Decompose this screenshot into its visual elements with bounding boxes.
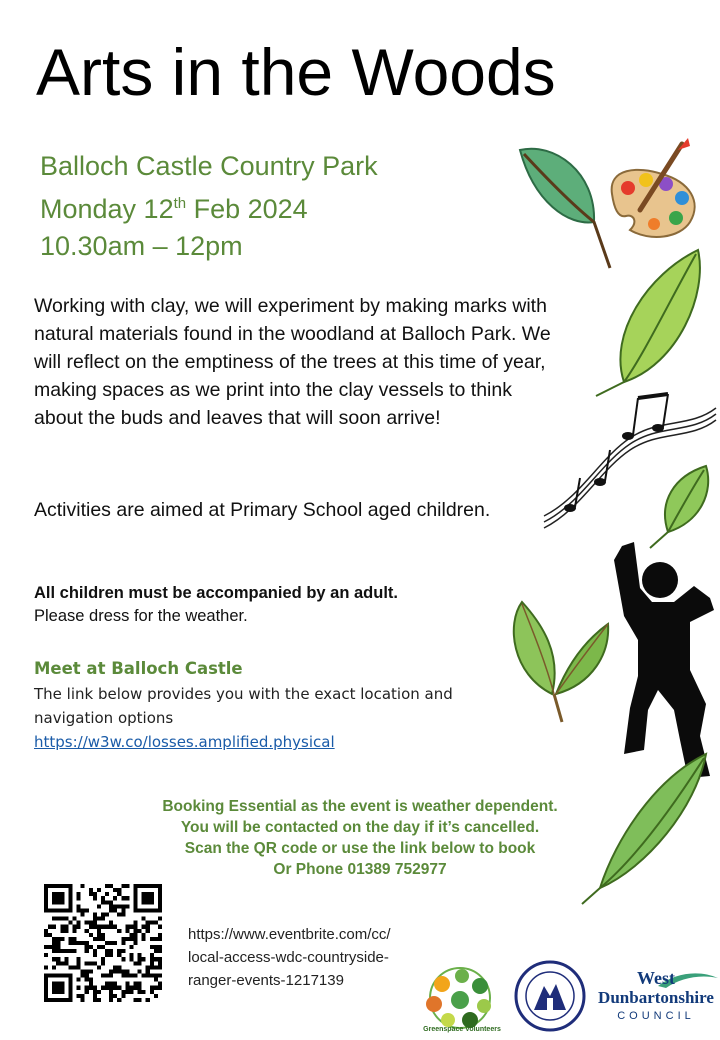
ranger-service-badge-icon bbox=[514, 960, 586, 1032]
accompany-note: All children must be accompanied by an adult. bbox=[34, 584, 398, 602]
audience-paragraph: Activities are aimed at Primary School aged children. bbox=[34, 499, 491, 521]
council-name-dunbartonshire: Dunbartonshire bbox=[598, 988, 714, 1007]
qr-code-icon[interactable] bbox=[44, 884, 162, 1002]
meeting-point bbox=[34, 656, 534, 754]
greenspace-label: Greenspace Volunteers bbox=[423, 1026, 501, 1033]
description-paragraph: Working with clay, we will experiment by making marks with natural materials found in the woodland at Balloch Park. We will reflect on the emptiness of the trees at this time of year, making spaces as we print into the clay vessels to think about the buds and leaves that will soon arrive! bbox=[34, 295, 551, 429]
venue-name: Balloch Castle Country Park bbox=[40, 151, 378, 181]
requirements bbox=[34, 582, 534, 628]
meet-text: The link below provides you with the exact location and navigation options bbox=[34, 685, 453, 727]
event-details bbox=[40, 148, 378, 265]
paint-palette-icon bbox=[604, 138, 704, 248]
event-date: Monday 12th Feb 2024 bbox=[40, 194, 308, 224]
eventbrite-link-line: ranger-events-1217139 bbox=[188, 972, 344, 989]
page-title: Arts in the Woods bbox=[36, 35, 556, 109]
eventbrite-link-line: local-access-wdc-countryside- bbox=[188, 949, 389, 966]
west-dunbartonshire-council-logo bbox=[592, 968, 720, 1032]
dress-note: Please dress for the weather. bbox=[34, 607, 248, 625]
council-name-west: West bbox=[637, 968, 675, 988]
event-time: 10.30am – 12pm bbox=[40, 231, 243, 261]
jumping-child-silhouette-icon bbox=[594, 540, 718, 780]
booking-phone: Or Phone 01389 752977 bbox=[273, 861, 447, 878]
booking-info bbox=[80, 796, 640, 880]
green-leaf-icon bbox=[644, 462, 714, 552]
eventbrite-link-line: https://www.eventbrite.com/cc/ bbox=[188, 926, 391, 943]
meet-heading: Meet at Balloch Castle bbox=[34, 659, 243, 678]
green-leaf-icon bbox=[502, 594, 612, 724]
green-leaf-icon bbox=[576, 748, 712, 908]
booking-line: You will be contacted on the day if it’s cancelled. bbox=[180, 819, 540, 836]
booking-line: Booking Essential as the event is weather dependent. bbox=[162, 798, 558, 815]
council-name-council: COUNCIL bbox=[617, 1010, 695, 1022]
green-leaf-icon bbox=[588, 244, 708, 404]
booking-line: Scan the QR code or use the link below to book bbox=[184, 840, 536, 857]
location-link[interactable]: https://w3w.co/losses.amplified.physical bbox=[34, 733, 335, 751]
